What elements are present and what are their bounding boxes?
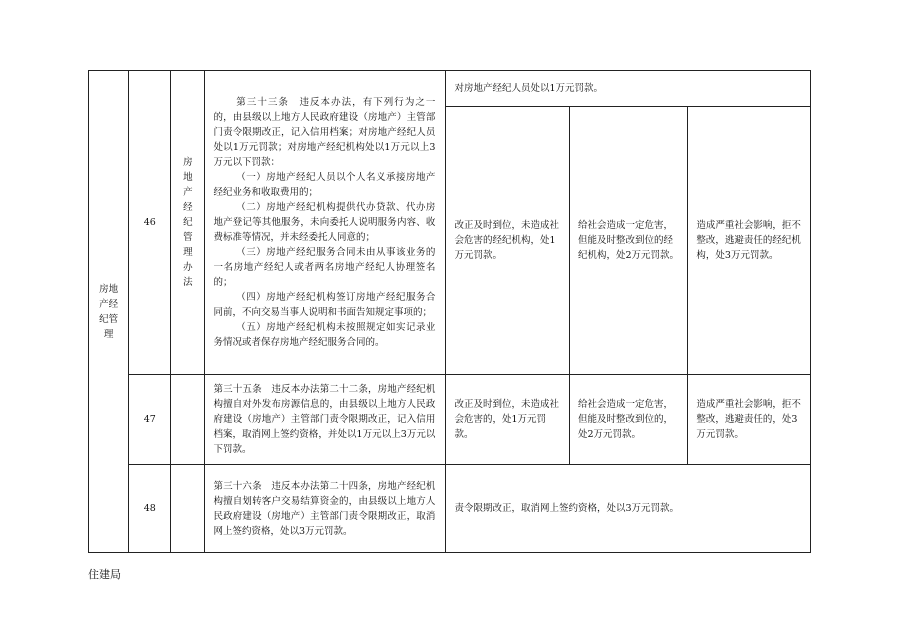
law-name-cell bbox=[171, 465, 205, 553]
table-row bbox=[89, 465, 811, 553]
article-paragraph: （二）房地产经纪机构提供代办贷款、代办房地产登记等其他服务，未向委托人说明服务内容、收费标准等情况，并未经委托人同意的； bbox=[213, 202, 436, 243]
article-cell: 第三十六条 违反本办法第二十四条，房地产经纪机构擅自划转客户交易结算资金的，由县级以上地方人民政府建设（房地产）主管部门责令限期改正，取消网上签约资格，处以3万元罚款。 bbox=[205, 465, 446, 553]
law-name-cell: 房地产经纪管理办法 bbox=[171, 71, 205, 375]
issuing-department: 住建局 bbox=[88, 568, 121, 581]
article-cell: 第三十五条 违反本办法第二十二条，房地产经纪机构擅自对外发布房源信息的，由县级以上地方人民政府建设（房地产）主管部门责令限期改正，记入信用档案，取消网上签约资格，并处以1万元以上3万元以下罚款。 bbox=[205, 375, 446, 465]
item-number-cell: 46 bbox=[129, 71, 171, 375]
law-name-cell bbox=[171, 375, 205, 465]
article-paragraph: （三）房地产经纪服务合同未由从事该业务的一名房地产经纪人或者两名房地产经纪人协理签名的； bbox=[213, 247, 436, 288]
article-paragraph: （五）房地产经纪机构未按照规定如实记录业务情况或者保存房地产经纪服务合同的。 bbox=[213, 322, 436, 348]
article-paragraph: （一）房地产经纪人员以个人名义承接房地产经纪业务和收取费用的； bbox=[213, 172, 436, 198]
penalty-medium-cell: 给社会造成一定危害，但能及时整改到位的经纪机构，处2万元罚款。 bbox=[569, 107, 687, 375]
penalty-individual-cell: 对房地产经纪人员处以1万元罚款。 bbox=[446, 71, 811, 107]
penalty-severe-cell: 造成严重社会影响，拒不整改，逃避责任的经纪机构，处3万元罚款。 bbox=[688, 107, 811, 375]
category-cell: 房地产经纪管理 bbox=[89, 71, 129, 553]
article-paragraph: （四）房地产经纪机构签订房地产经纪服务合同前，不向交易当事人说明和书面告知规定事项的； bbox=[213, 292, 436, 318]
penalty-standards-table bbox=[88, 70, 811, 553]
penalty-light-cell: 改正及时到位，未造成社会危害的，处1万元罚款。 bbox=[446, 375, 570, 465]
article-paragraph: 第三十三条 违反本办法，有下列行为之一的，由县级以上地方人民政府建设（房地产）主管部门责令限期改正，记入信用档案；对房地产经纪人员处以1万元罚款；对房地产经纪机构处以1万元以上3万元以下罚款： bbox=[213, 97, 436, 168]
penalty-light-cell: 改正及时到位，未造成社会危害的经纪机构，处1万元罚款。 bbox=[446, 107, 570, 375]
table-row bbox=[89, 375, 811, 465]
article-cell bbox=[205, 71, 446, 375]
penalty-severe-cell: 造成严重社会影响，拒不整改，逃避责任的，处3万元罚款。 bbox=[688, 375, 811, 465]
item-number-cell: 47 bbox=[129, 375, 171, 465]
penalty-cell: 责令限期改正，取消网上签约资格，处以3万元罚款。 bbox=[446, 465, 811, 553]
item-number-cell: 48 bbox=[129, 465, 171, 553]
table-row bbox=[89, 71, 811, 107]
penalty-medium-cell: 给社会造成一定危害，但能及时整改到位的，处2万元罚款。 bbox=[569, 375, 687, 465]
